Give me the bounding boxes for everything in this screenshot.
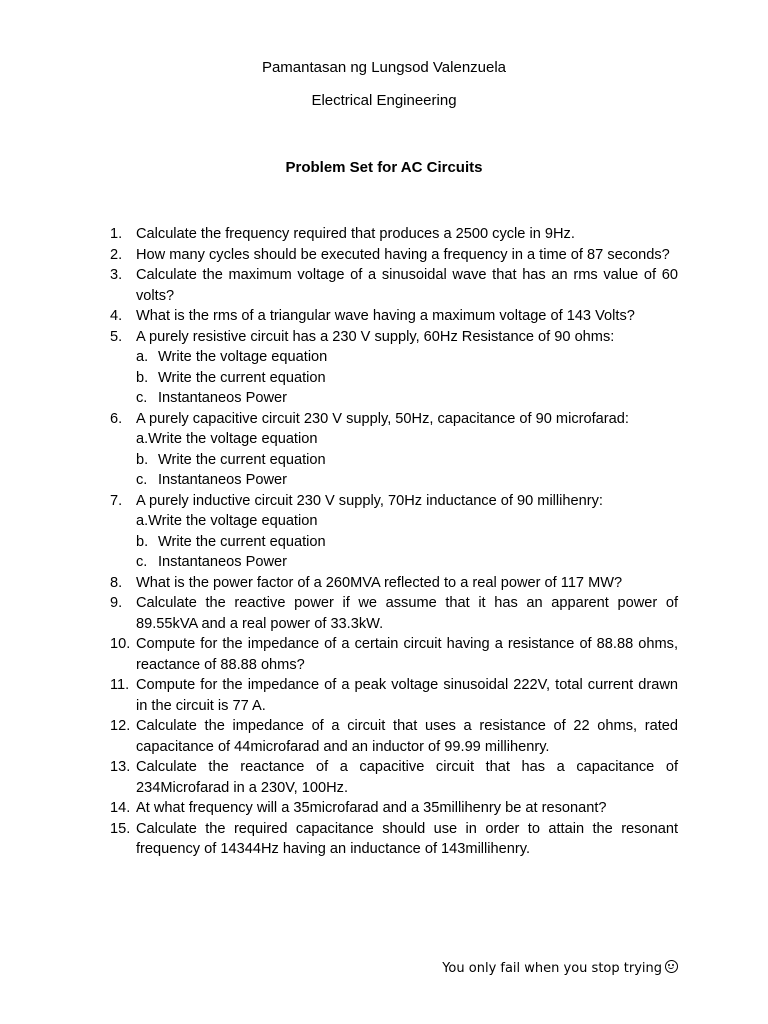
problem-number: 2. xyxy=(110,246,123,263)
problem-list xyxy=(110,224,678,860)
problem-item xyxy=(110,716,678,757)
problem-text: What is the rms of a triangular wave having a maximum voltage of 143 Volts? xyxy=(136,308,635,324)
problem-item xyxy=(110,245,678,266)
sub-question xyxy=(136,388,678,409)
problem-number: 7. xyxy=(110,492,123,509)
problem-number: 13. xyxy=(110,759,131,775)
sub-question xyxy=(136,368,678,389)
problem-text: Calculate the impedance of a circuit that uses a resistance of 22 ohms, rated capacitance of 44microfarad and an inductor of 99.99 millihenry. xyxy=(136,718,678,755)
problem-number: 5. xyxy=(110,328,123,345)
problem-number: 8. xyxy=(110,574,123,591)
problem-text: What is the power factor of a 260MVA reflected to a real power of 117 MW? xyxy=(136,574,623,591)
sub-question-text: Instantaneos Power xyxy=(158,390,287,406)
sub-question xyxy=(136,511,678,532)
sub-question-list xyxy=(136,347,678,409)
problem-item xyxy=(110,306,678,327)
motto-text: You only fail when you stop trying xyxy=(442,961,662,976)
problem-number: 11. xyxy=(110,677,130,693)
school-name: Pamantasan ng Lungsod Valenzuela xyxy=(261,59,507,76)
sub-question-text: a.Write the voltage equation xyxy=(136,513,318,529)
sub-question-text: Write the current equation xyxy=(158,451,326,468)
smiley-face-icon xyxy=(665,960,678,973)
problem-text: Calculate the required capacitance should use in order to attain the resonant frequency of 14344Hz having an inductance of 143millihenry. xyxy=(136,820,678,857)
sub-question-letter: c. xyxy=(136,390,148,406)
problem-item xyxy=(110,327,678,409)
sub-question xyxy=(136,532,678,553)
sub-question xyxy=(136,429,678,450)
sub-question-letter: b. xyxy=(136,369,149,386)
sub-question-letter: b. xyxy=(136,451,149,468)
problem-item xyxy=(110,265,678,306)
problem-number: 6. xyxy=(110,410,123,427)
sub-question xyxy=(136,470,678,491)
sub-question-text: a.Write the voltage equation xyxy=(136,431,318,447)
problem-number: 1. xyxy=(110,226,123,242)
problem-item xyxy=(110,224,678,245)
problem-item xyxy=(110,819,678,860)
sub-question xyxy=(136,347,678,368)
sub-question-letter: c. xyxy=(136,554,148,570)
problem-text: A purely inductive circuit 230 V supply, 70Hz inductance of 90 millihenry: xyxy=(136,492,603,509)
problem-item xyxy=(110,593,678,634)
problem-text: Calculate the reactance of a capacitive circuit that has a capacitance of 234Microfarad in a 230V, 100Hz. xyxy=(136,759,678,796)
problem-number: 3. xyxy=(110,267,123,283)
sub-question-letter: b. xyxy=(136,533,149,550)
problem-text: Calculate the maximum voltage of a sinusoidal wave that has an rms value of 60 volts? xyxy=(136,267,678,304)
problem-text: Compute for the impedance of a certain circuit having a resistance of 88.88 ohms, reactance of 88.88 ohms? xyxy=(136,636,678,673)
sub-question xyxy=(136,552,678,573)
sub-question-letter: c. xyxy=(136,472,148,488)
problem-text: At what frequency will a 35microfarad and a 35millihenry be at resonant? xyxy=(136,800,607,816)
problem-text: A purely capacitive circuit 230 V supply, 50Hz, capacitance of 90 microfarad: xyxy=(136,410,629,427)
problem-item xyxy=(110,491,678,573)
sub-question xyxy=(136,450,678,471)
problem-item xyxy=(110,675,678,716)
problem-item xyxy=(110,573,678,594)
problem-item xyxy=(110,634,678,675)
sub-question-letter: a. xyxy=(136,349,149,365)
sub-question-text: Instantaneos Power xyxy=(158,472,287,488)
footer-motto xyxy=(0,960,678,978)
problem-number: 4. xyxy=(110,308,123,324)
sub-question-list xyxy=(136,429,678,491)
problem-text: Compute for the impedance of a peak voltage sinusoidal 222V, total current drawn in the circuit is 77 A. xyxy=(136,677,678,714)
problem-number: 12. xyxy=(110,718,131,734)
sub-question-text: Write the current equation xyxy=(158,533,326,550)
problem-text: Calculate the reactive power if we assume that it has an apparent power of 89.55kVA and a real power of 33.3kW. xyxy=(136,595,678,632)
problem-item xyxy=(110,409,678,491)
problem-number: 10. xyxy=(110,636,131,652)
problem-text: A purely resistive circuit has a 230 V supply, 60Hz Resistance of 90 ohms: xyxy=(136,328,615,345)
problem-item xyxy=(110,757,678,798)
problem-item xyxy=(110,798,678,819)
sub-question-list xyxy=(136,511,678,573)
problem-number: 14. xyxy=(110,800,131,816)
sub-question-text: Write the current equation xyxy=(158,369,326,386)
department-name: Electrical Engineering xyxy=(311,92,457,109)
sub-question-text: Write the voltage equation xyxy=(158,349,328,365)
problem-number: 9. xyxy=(110,595,123,611)
problem-number: 15. xyxy=(110,820,131,837)
problem-text: Calculate the frequency required that produces a 2500 cycle in 9Hz. xyxy=(136,226,575,242)
problem-text: How many cycles should be executed having a frequency in a time of 87 seconds? xyxy=(136,246,670,263)
sub-question-text: Instantaneos Power xyxy=(158,554,287,570)
page-title: Problem Set for AC Circuits xyxy=(285,159,483,176)
